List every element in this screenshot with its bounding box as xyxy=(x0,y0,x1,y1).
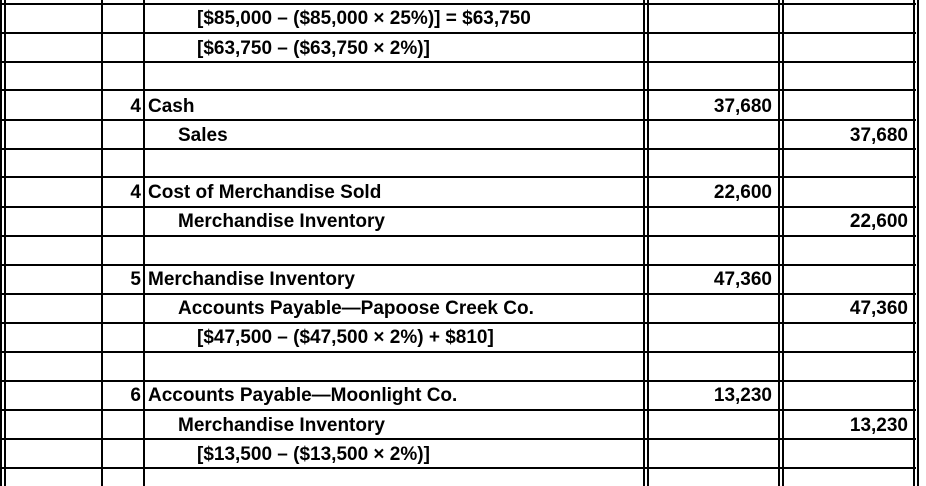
row-rule xyxy=(2,119,916,121)
row-rule xyxy=(2,409,916,411)
journal-explanation: [$13,500 – ($13,500 × 2%)] xyxy=(197,444,430,465)
entry-date: 4 xyxy=(130,96,141,117)
debit-account: Accounts Payable—Moonlight Co. xyxy=(148,385,458,406)
right-border-inner xyxy=(917,0,919,486)
debit-amount: 13,230 xyxy=(713,385,772,406)
row-rule xyxy=(2,351,916,353)
row-rule xyxy=(2,89,916,91)
row-rule xyxy=(2,176,916,178)
row-rule xyxy=(2,467,916,469)
row-rule xyxy=(2,438,916,440)
row-rule xyxy=(2,235,916,237)
debit-account: Merchandise Inventory xyxy=(148,269,355,290)
debit-account: Cash xyxy=(148,96,195,117)
entry-date: 4 xyxy=(130,182,141,203)
credit-account: Merchandise Inventory xyxy=(178,415,385,436)
journal-explanation: [$47,500 – ($47,500 × 2%) + $810] xyxy=(197,327,494,348)
entry-date: 6 xyxy=(130,385,141,406)
journal-explanation: [$63,750 – ($63,750 × 2%)] xyxy=(197,38,430,59)
row-rule xyxy=(2,148,916,150)
debit-col-divider xyxy=(778,0,780,486)
row-rule xyxy=(2,380,916,382)
credit-account: Sales xyxy=(178,125,228,146)
row-rule xyxy=(2,61,916,63)
right-border xyxy=(913,0,915,486)
entry-date: 5 xyxy=(130,269,141,290)
debit-amount: 22,600 xyxy=(713,182,772,203)
row-rule xyxy=(2,322,916,324)
left-border-inner xyxy=(4,0,6,486)
row-rule xyxy=(2,293,916,295)
row-rule xyxy=(2,32,916,34)
debit-amount: 47,360 xyxy=(713,269,772,290)
row-rule xyxy=(2,3,916,5)
ref-col-divider-inner xyxy=(647,0,649,486)
debit-account: Cost of Merchandise Sold xyxy=(148,182,382,203)
credit-amount: 22,600 xyxy=(849,211,908,232)
ref-col-divider xyxy=(643,0,645,486)
credit-amount: 47,360 xyxy=(849,298,908,319)
left-border xyxy=(0,0,2,486)
debit-col-divider-inner xyxy=(782,0,784,486)
credit-account: Merchandise Inventory xyxy=(178,211,385,232)
credit-amount: 13,230 xyxy=(849,415,908,436)
row-rule xyxy=(2,206,916,208)
account-col-divider xyxy=(143,0,145,486)
date-col-divider xyxy=(101,0,103,486)
row-rule xyxy=(2,264,916,266)
credit-amount: 37,680 xyxy=(849,125,908,146)
credit-account: Accounts Payable—Papoose Creek Co. xyxy=(178,298,534,319)
journal-explanation: [$85,000 – ($85,000 × 25%)] = $63,750 xyxy=(197,8,531,29)
debit-amount: 37,680 xyxy=(713,96,772,117)
